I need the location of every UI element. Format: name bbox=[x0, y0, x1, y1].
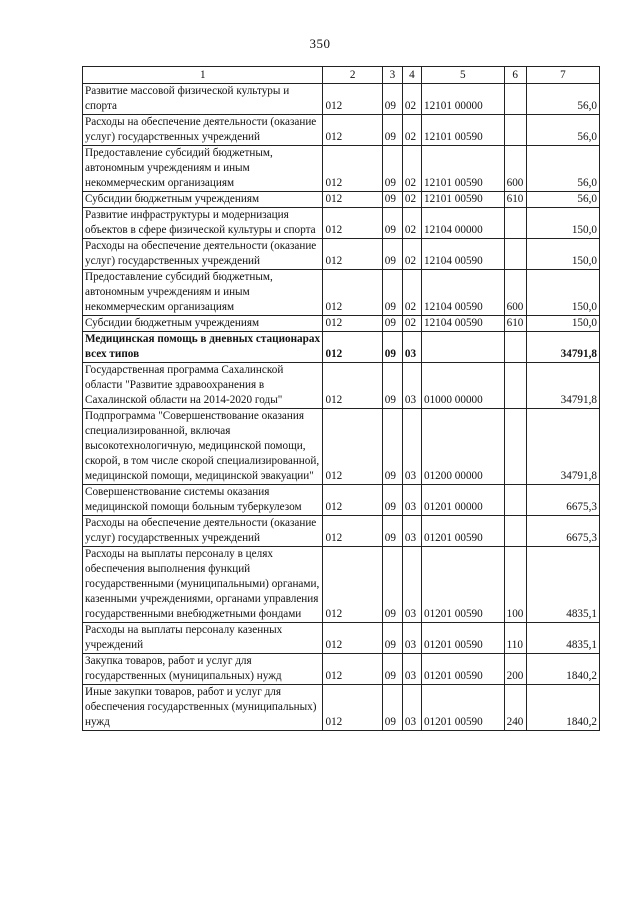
target-article-cell: 01201 00590 bbox=[421, 685, 504, 731]
target-article-cell: 01201 00590 bbox=[421, 654, 504, 685]
row-name-cell: Расходы на выплаты персоналу в целях обеспечения выполнения функций государственными (муниципальными) органами, казенными учреждениями, органами управления государственными внебюджетными фондами bbox=[83, 547, 323, 623]
table-row bbox=[83, 685, 600, 731]
subsection-code-cell: 03 bbox=[402, 623, 421, 654]
page-number: 350 bbox=[309, 36, 331, 51]
section-code-cell: 09 bbox=[382, 516, 402, 547]
section-code-cell: 09 bbox=[382, 547, 402, 623]
ministry-code-cell: 012 bbox=[323, 270, 382, 316]
expense-type-cell bbox=[504, 409, 526, 485]
budget-table bbox=[82, 66, 600, 731]
table-row bbox=[83, 363, 600, 409]
ministry-code-cell: 012 bbox=[323, 115, 382, 146]
table-row bbox=[83, 409, 600, 485]
ministry-code-cell: 012 bbox=[323, 146, 382, 192]
ministry-code-cell: 012 bbox=[323, 685, 382, 731]
subsection-code-cell: 02 bbox=[402, 208, 421, 239]
table-row bbox=[83, 547, 600, 623]
subsection-code-cell: 02 bbox=[402, 115, 421, 146]
amount-cell: 34791,8 bbox=[526, 409, 599, 485]
table-row bbox=[83, 239, 600, 270]
target-article-cell: 01201 00590 bbox=[421, 516, 504, 547]
section-code-cell: 09 bbox=[382, 685, 402, 731]
row-name-cell: Государственная программа Сахалинской области "Развитие здравоохранения в Сахалинской области на 2014-2020 годы" bbox=[83, 363, 323, 409]
section-code-cell: 09 bbox=[382, 146, 402, 192]
subsection-code-cell: 03 bbox=[402, 547, 421, 623]
amount-cell: 150,0 bbox=[526, 270, 599, 316]
section-code-cell: 09 bbox=[382, 270, 402, 316]
target-article-cell: 12101 00590 bbox=[421, 115, 504, 146]
subsection-code-cell: 03 bbox=[402, 409, 421, 485]
table-row bbox=[83, 316, 600, 332]
column-header: 2 bbox=[323, 67, 382, 84]
table-row bbox=[83, 192, 600, 208]
column-header: 1 bbox=[83, 67, 323, 84]
table-row bbox=[83, 654, 600, 685]
subsection-code-cell: 02 bbox=[402, 84, 421, 115]
subsection-code-cell: 03 bbox=[402, 332, 421, 363]
amount-cell: 34791,8 bbox=[526, 363, 599, 409]
column-header: 3 bbox=[382, 67, 402, 84]
amount-cell: 6675,3 bbox=[526, 485, 599, 516]
amount-cell: 150,0 bbox=[526, 316, 599, 332]
column-header: 4 bbox=[402, 67, 421, 84]
section-code-cell: 09 bbox=[382, 115, 402, 146]
expense-type-cell: 600 bbox=[504, 146, 526, 192]
target-article-cell: 01200 00000 bbox=[421, 409, 504, 485]
table-row bbox=[83, 84, 600, 115]
expense-type-cell bbox=[504, 485, 526, 516]
amount-cell: 1840,2 bbox=[526, 685, 599, 731]
section-code-cell: 09 bbox=[382, 208, 402, 239]
amount-cell: 1840,2 bbox=[526, 654, 599, 685]
target-article-cell: 12101 00590 bbox=[421, 192, 504, 208]
subsection-code-cell: 02 bbox=[402, 192, 421, 208]
table-row bbox=[83, 115, 600, 146]
target-article-cell: 12101 00590 bbox=[421, 146, 504, 192]
expense-type-cell: 200 bbox=[504, 654, 526, 685]
target-article-cell: 12104 00590 bbox=[421, 316, 504, 332]
section-code-cell: 09 bbox=[382, 654, 402, 685]
ministry-code-cell: 012 bbox=[323, 409, 382, 485]
table-row bbox=[83, 516, 600, 547]
section-code-cell: 09 bbox=[382, 409, 402, 485]
expense-type-cell: 110 bbox=[504, 623, 526, 654]
ministry-code-cell: 012 bbox=[323, 332, 382, 363]
section-code-cell: 09 bbox=[382, 192, 402, 208]
table-body bbox=[83, 84, 600, 731]
section-code-cell: 09 bbox=[382, 485, 402, 516]
expense-type-cell bbox=[504, 516, 526, 547]
section-code-cell: 09 bbox=[382, 363, 402, 409]
row-name-cell: Медицинская помощь в дневных стационарах всех типов bbox=[83, 332, 323, 363]
expense-type-cell bbox=[504, 363, 526, 409]
ministry-code-cell: 012 bbox=[323, 84, 382, 115]
section-code-cell: 09 bbox=[382, 84, 402, 115]
amount-cell: 150,0 bbox=[526, 208, 599, 239]
expense-type-cell bbox=[504, 208, 526, 239]
amount-cell: 56,0 bbox=[526, 192, 599, 208]
amount-cell: 34791,8 bbox=[526, 332, 599, 363]
expense-type-cell bbox=[504, 332, 526, 363]
row-name-cell: Расходы на обеспечение деятельности (оказание услуг) государственных учреждений bbox=[83, 115, 323, 146]
section-code-cell: 09 bbox=[382, 239, 402, 270]
row-name-cell: Подпрограмма "Совершенствование оказания специализированной, включая высокотехнологичную, медицинской помощи, скорой, в том числе скорой специализированной, медицинской помощи, медицинской эвакуации" bbox=[83, 409, 323, 485]
row-name-cell: Расходы на выплаты персоналу казенных учреждений bbox=[83, 623, 323, 654]
table-row bbox=[83, 146, 600, 192]
row-name-cell: Развитие массовой физической культуры и спорта bbox=[83, 84, 323, 115]
target-article-cell: 12101 00000 bbox=[421, 84, 504, 115]
ministry-code-cell: 012 bbox=[323, 192, 382, 208]
subsection-code-cell: 03 bbox=[402, 516, 421, 547]
table-row bbox=[83, 485, 600, 516]
amount-cell: 150,0 bbox=[526, 239, 599, 270]
expense-type-cell: 240 bbox=[504, 685, 526, 731]
table-row bbox=[83, 623, 600, 654]
target-article-cell: 12104 00590 bbox=[421, 270, 504, 316]
expense-type-cell: 600 bbox=[504, 270, 526, 316]
amount-cell: 4835,1 bbox=[526, 547, 599, 623]
row-name-cell: Предоставление субсидий бюджетным, автономным учреждениям и иным некоммерческим организациям bbox=[83, 146, 323, 192]
target-article-cell: 12104 00590 bbox=[421, 239, 504, 270]
ministry-code-cell: 012 bbox=[323, 239, 382, 270]
ministry-code-cell: 012 bbox=[323, 516, 382, 547]
ministry-code-cell: 012 bbox=[323, 316, 382, 332]
ministry-code-cell: 012 bbox=[323, 208, 382, 239]
subsection-code-cell: 03 bbox=[402, 654, 421, 685]
amount-cell: 56,0 bbox=[526, 146, 599, 192]
ministry-code-cell: 012 bbox=[323, 623, 382, 654]
row-name-cell: Иные закупки товаров, работ и услуг для обеспечения государственных (муниципальных) нужд bbox=[83, 685, 323, 731]
ministry-code-cell: 012 bbox=[323, 485, 382, 516]
row-name-cell: Совершенствование системы оказания медицинской помощи больным туберкулезом bbox=[83, 485, 323, 516]
amount-cell: 56,0 bbox=[526, 84, 599, 115]
row-name-cell: Развитие инфраструктуры и модернизация объектов в сфере физической культуры и спорта bbox=[83, 208, 323, 239]
target-article-cell: 01201 00590 bbox=[421, 623, 504, 654]
table-row bbox=[83, 270, 600, 316]
subsection-code-cell: 02 bbox=[402, 270, 421, 316]
expense-type-cell bbox=[504, 115, 526, 146]
row-name-cell: Расходы на обеспечение деятельности (оказание услуг) государственных учреждений bbox=[83, 516, 323, 547]
section-code-cell: 09 bbox=[382, 623, 402, 654]
subsection-code-cell: 03 bbox=[402, 485, 421, 516]
column-header: 6 bbox=[504, 67, 526, 84]
table-row bbox=[83, 208, 600, 239]
section-code-cell: 09 bbox=[382, 332, 402, 363]
subsection-code-cell: 02 bbox=[402, 146, 421, 192]
row-name-cell: Закупка товаров, работ и услуг для государственных (муниципальных) нужд bbox=[83, 654, 323, 685]
amount-cell: 4835,1 bbox=[526, 623, 599, 654]
header-row bbox=[83, 67, 600, 84]
row-name-cell: Субсидии бюджетным учреждениям bbox=[83, 316, 323, 332]
expense-type-cell bbox=[504, 239, 526, 270]
expense-type-cell: 610 bbox=[504, 192, 526, 208]
target-article-cell: 12104 00000 bbox=[421, 208, 504, 239]
expense-type-cell: 610 bbox=[504, 316, 526, 332]
ministry-code-cell: 012 bbox=[323, 654, 382, 685]
row-name-cell: Предоставление субсидий бюджетным, автономным учреждениям и иным некоммерческим организациям bbox=[83, 270, 323, 316]
amount-cell: 56,0 bbox=[526, 115, 599, 146]
column-header: 7 bbox=[526, 67, 599, 84]
subsection-code-cell: 02 bbox=[402, 316, 421, 332]
column-header: 5 bbox=[421, 67, 504, 84]
ministry-code-cell: 012 bbox=[323, 363, 382, 409]
section-code-cell: 09 bbox=[382, 316, 402, 332]
expense-type-cell bbox=[504, 84, 526, 115]
subsection-code-cell: 03 bbox=[402, 363, 421, 409]
subsection-code-cell: 02 bbox=[402, 239, 421, 270]
target-article-cell: 01000 00000 bbox=[421, 363, 504, 409]
target-article-cell: 01201 00590 bbox=[421, 547, 504, 623]
target-article-cell bbox=[421, 332, 504, 363]
subsection-code-cell: 03 bbox=[402, 685, 421, 731]
expense-type-cell: 100 bbox=[504, 547, 526, 623]
ministry-code-cell: 012 bbox=[323, 547, 382, 623]
amount-cell: 6675,3 bbox=[526, 516, 599, 547]
row-name-cell: Субсидии бюджетным учреждениям bbox=[83, 192, 323, 208]
row-name-cell: Расходы на обеспечение деятельности (оказание услуг) государственных учреждений bbox=[83, 239, 323, 270]
table-row bbox=[83, 332, 600, 363]
target-article-cell: 01201 00000 bbox=[421, 485, 504, 516]
